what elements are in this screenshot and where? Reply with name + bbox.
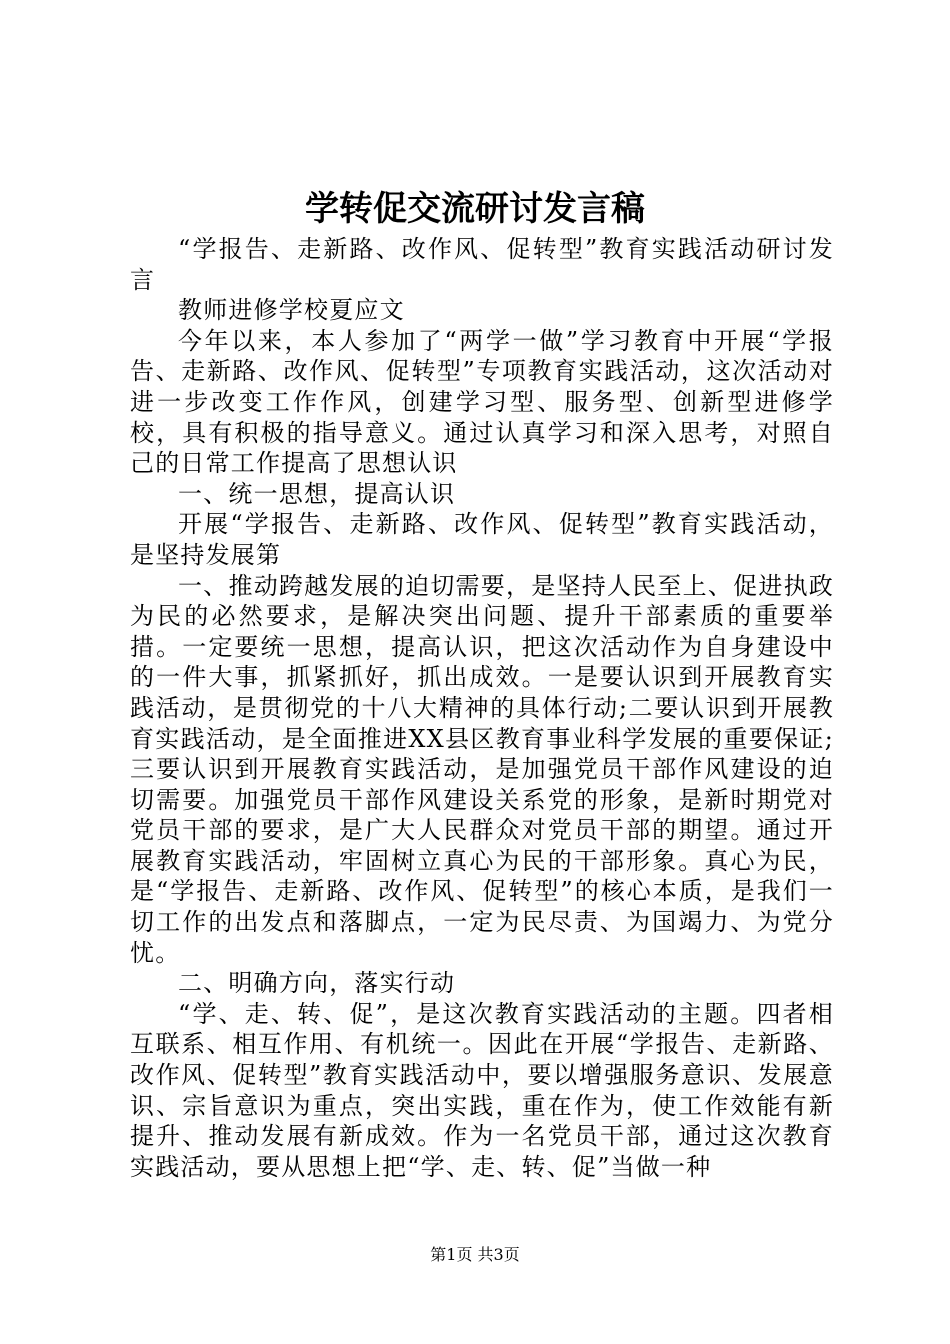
document-body	[130, 234, 834, 1182]
section-heading-2: 二、明确方向，落实行动	[178, 969, 456, 998]
paragraph-section-1-intro: 开展“学报告、走新路、改作风、促转型”教育实践活动，是坚持发展第	[130, 510, 834, 569]
document-title: 学转促交流研讨发言稿	[305, 189, 645, 229]
paragraph-intro: 今年以来，本人参加了“两学一做”学习教育中开展“学报告、走新路、改作风、促转型”专项教育实践活动，这次活动对进一步改变工作作风，创建学习型、服务型、创新型进修学校，具有积极的指导意义。通过认真学习和深入思考，对照自己的日常工作提高了思想认识	[130, 326, 834, 478]
paragraph-heading-line: “学报告、走新路、改作风、促转型”教育实践活动研讨发言	[130, 235, 834, 294]
paragraph-author: 教师进修学校夏应文	[178, 296, 405, 325]
paragraph-section-2-body: “学、走、转、促”，是这次教育实践活动的主题。四者相互联系、相互作用、有机统一。因此在开展“学报告、走新路、改作风、促转型”教育实践活动中，要以增强服务意识、发展意识、宗旨意识为重点，突出实践，重在作为，使工作效能有新提升、推动发展有新成效。作为一名党员干部，通过这次教育实践活动，要从思想上把“学、走、转、促”当做一种	[130, 999, 834, 1181]
paragraph-section-1-body: 一、推动跨越发展的迫切需要，是坚持人民至上、促进执政为民的必然要求，是解决突出问题、提升干部素质的重要举措。一定要统一思想，提高认识，把这次活动作为自身建设中的一件大事，抓紧抓好，抓出成效。一是要认识到开展教育实践活动，是贯彻党的十八大精神的具体行动;二要认识到开展教育实践活动，是全面推进XX县区教育事业科学发展的重要保证;三要认识到开展教育实践活动，是加强党员干部作风建设的迫切需要。加强党员干部作风建设关系党的形象，是新时期党对党员干部的要求，是广大人民群众对党员干部的期望。通过开展教育实践活动，牢固树立真心为民的干部形象。真心为民，是“学报告、走新路、改作风、促转型”的核心本质，是我们一切工作的出发点和落脚点，一定为民尽责、为国竭力、为党分忧。	[130, 571, 834, 967]
page-footer: 第1页 共3页	[430, 1245, 520, 1264]
section-heading-1: 一、统一思想，提高认识	[178, 479, 456, 508]
